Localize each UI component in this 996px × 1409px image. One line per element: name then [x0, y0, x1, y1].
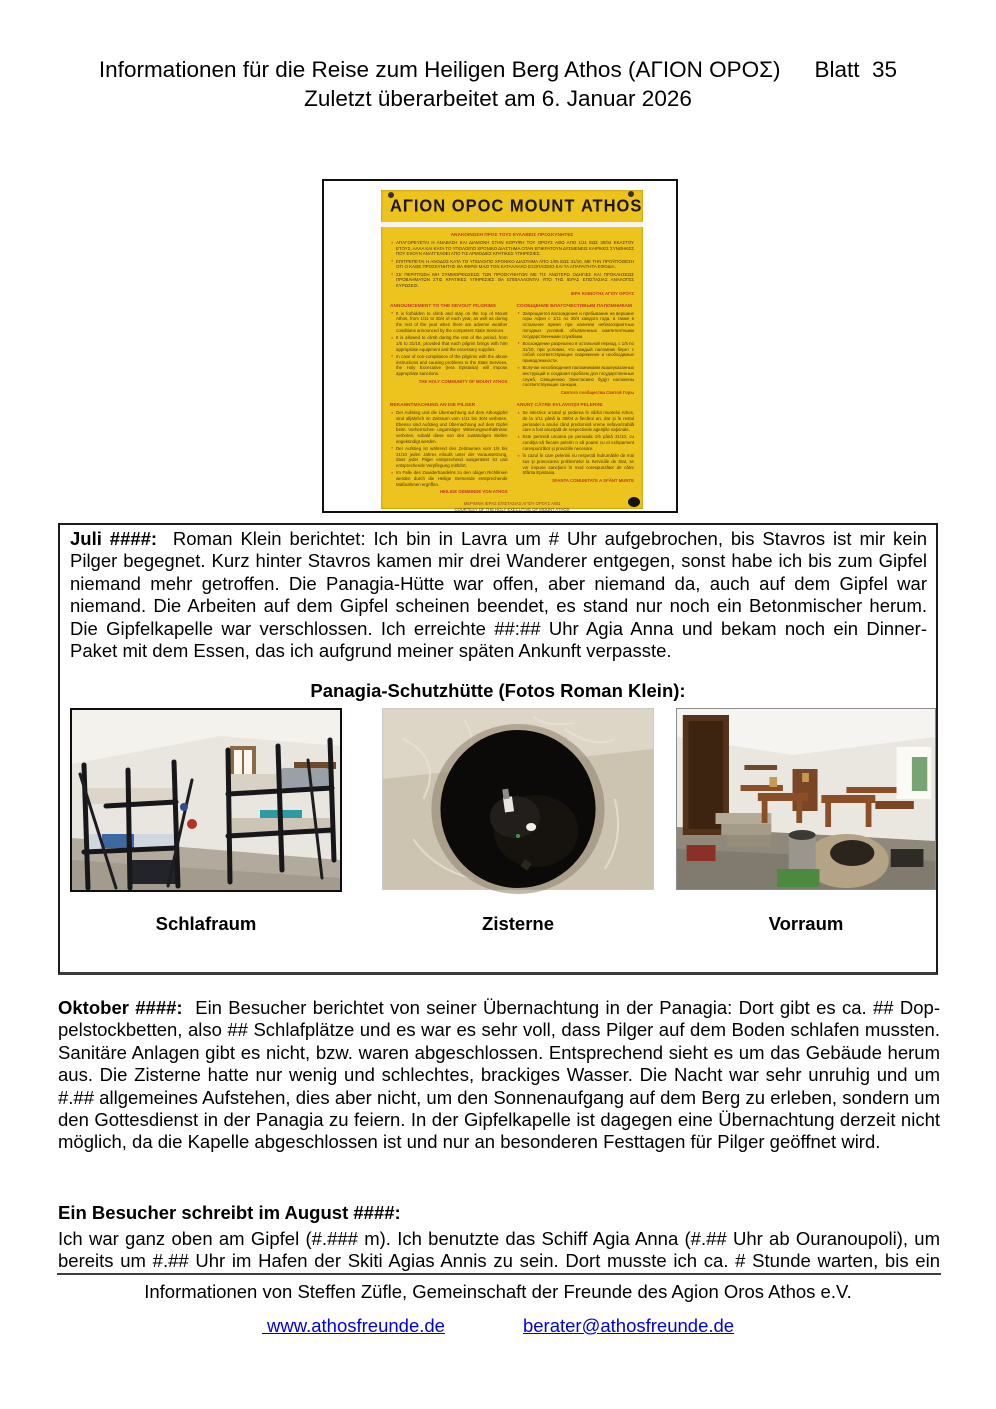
zisterne-illustration [383, 709, 653, 889]
sign-section-greek [390, 233, 634, 296]
athos-warning-sign [381, 190, 643, 513]
oktober-text: Ein Besucher berichtet von seiner Übernachtung in der Panagia: Dort gibt es ca. ## Doppelstockbetten, also ## Schlafplätze und es war es sehr voll, dass Pilger auf dem Boden schlafen mussten. Sanitäre Anlagen gibt es nicht, bzw. waren abgeschlossen. Entsprechend sieht es um das Gebäude herum aus. Die Zisterne hatte nur wenig und schlechtes, brackiges Wasser. Die Nacht war sehr unruhig und um #.## allgemeines Aufstehen, dies aber nicht, um den Sonnenaufgang auf dem Berg zu erleben, sondern um den Gottesdienst in der Panagia zu feiern. In der Gipfelkapelle ist dagegen eine Übernachtung derzeit nicht möglich, da die Kapelle abgeschlossen ist und nur an besonderen Festtagen für Pilger geöffnet wird. [58, 997, 940, 1153]
sign-bullet: ● Im Falle des Zuwiderhandelns zu den obigen Richtlinien werden durch die Heilige Gemeinde entsprechende Maßnahmen ergriffen. [390, 470, 508, 487]
sign-bullet: ● Запрещается восхождение и пребывание на вершине горы Афон с 1/11 по 30/4 каждого года, а также в остальное время при наличии неблагоприятных погодных условий, объявленных компетентными государственными службами. [517, 311, 635, 340]
footer-links [0, 1315, 996, 1337]
sign-signoff-romanian: SFANTA COMUNITATE A SFÂNT MUNTE [552, 478, 634, 483]
sign-heading-german: BEKANNTMACHUNG AN DIE PILGER [390, 403, 476, 409]
sign-bullet: ● It is allowed to climb during the rest of the period, from 1/5 to 31/10, provided that each pilgrim brings with him appropriate equipment and the necessary supplies. [390, 335, 508, 352]
footer-divider [57, 1273, 941, 1275]
schlafraum-illustration [72, 710, 340, 890]
sign-heading-romanian: ANUNŢ CĂTRE EVLAVIOŞII PELERINI [516, 403, 603, 409]
juli-label: Juli ####: [70, 528, 158, 549]
sign-section-english [390, 299, 508, 398]
sign-bullet: ● In case of non-compliance of the pilgrims with the above instructions and causing problems to the State Services, the Holy Excecutive (Iera Epistasia) will impose appropriate sanctions. [390, 354, 508, 377]
sign-bullet: ● Este permisă urcarea pe perioada 1/5 până 31/10, cu condiţia să fiecare pelerin o să poarte cu el echipament corespunzător şi proviziile necesare. [517, 434, 635, 451]
sign-heading-russian: СООБЩЕНИЕ БЛАГОЧЕСТИВЫМ ПАЛОМНИКАМ [516, 303, 632, 309]
photo-zisterne [382, 708, 654, 890]
juli-paragraph [60, 525, 936, 662]
sign-bullets-russian [517, 311, 635, 388]
sign-footer-greek: ΜΕΡΙΜΝΗ ΙΕΡΑΣ ΕΠΙΣΤΑΣΙΑΣ ΑΓΙΟΥ ΟΡΟΥΣ ΑΘΩ [463, 501, 561, 507]
sign-bullet: ● ΣΕ ΠΕΡΙΠΤΩΣΗ ΜΗ ΣΥΜΜΟΡΦΩΣΕΩΣ ΤΩΝ ΠΡΟΣΚΥΝΗΤΩΝ ΜΕ ΤΙΣ ΑΝΩΤΕΡΩ ΟΔΗΓΙΕΣ ΚΑΙ ΠΡΟΚΛΗΣΕΩΣ ΠΡΟΒΛΗΜΑΤΩΝ ΣΤΙΣ ΚΡΑΤΙΚΕΣ ΥΠΗΡΕΣΙΕΣ ΘΑ ΕΠΙΒΑΛΛΟΝΤΑΙ ΥΠΟ ΤΗΣ ΙΕΡΑΣ ΕΠΙΣΤΑΣΙΑΣ ΑΝΑΛΟΓΕΣ ΚΥΡΩΣΕΙΣ. [390, 272, 634, 289]
sign-bullet: ● It is forbidden to climb and stay on the top of Mount Athos, from 1/11 to 30/4 of each year, as well as during the rest of the year when there are adverse weather conditions announced by the competent State Services. [390, 311, 508, 334]
august-text: Ich war ganz oben am Gipfel (#.### m). Ich benutzte das Schiff Agia Anna (#.## Uhr ab Ouranoupoli), um bereits um #.## Uhr im Hafen der Skiti Agias Annis zu sein. Dort musste ich ca. # Stunde warten, bis ein [58, 1228, 940, 1272]
sign-content [381, 190, 643, 515]
athos-sign-photo [322, 179, 678, 513]
sign-signoff-german: HEILIGE GEMEINDE VON ATHOS [439, 489, 508, 495]
footer-credit: Informationen von Steffen Züfle, Gemeinschaft der Freunde des Agion Oros Athos e.V. [144, 1281, 852, 1302]
juli-report-box [58, 523, 938, 975]
header-line1 [0, 55, 996, 84]
page-header [0, 55, 996, 113]
sign-pin-icon [628, 497, 640, 507]
sign-signoff-russian: Святого сообщества Святой Горы [560, 390, 634, 396]
sign-bullet: ● Se interzice urcatul şi şederea în vârful muntelui Athos, de la 1/11 până la 30/04 a fiecărui an, dar şi în restul perioadei a anului când predomină vreme nefavorizabilă care a fost anunţată de respectivele agenţiile naţionale. [517, 410, 635, 433]
page-title: Informationen für die Reise zum Heiligen Berg Athos (ΑΓΙΟΝ ΟΡΟΣ) [98, 57, 781, 82]
sign-bullet: ● Восхождение разрешено в остальной период, с 1/5 по 31/10, при условии, что каждый паломник берет с собой соответствующее снаряжение и необходимые принадлежности. [517, 341, 635, 364]
caption-schlafraum: Schlafraum [155, 913, 257, 934]
oktober-label: Oktober ####: [58, 997, 183, 1018]
sign-section-german [390, 398, 508, 497]
juli-text: Roman Klein berichtet: Ich bin in Lavra um # Uhr aufgebrochen, bis Stavros ist mir kein Pilger begegnet. Kurz hinter Stavros kamen mir drei Wanderer entgegen, sonst habe ich bis zum Gipfel niemand mehr getroffen. Die Panagia-Hütte war offen, aber niemand da, auch auf dem Gipfel war niemand. Die Arbeiten auf dem Gipfel scheinen beendet, es stand nur noch ein Betonmischer herum. Die Gipfelkapelle war verschlossen. Ich erreichte ##:## Uhr Agia Anna und bekam noch ein Dinner-Paket mit dem Essen, das ich aufgrund meiner späten Ankunft verpasste. [70, 528, 927, 662]
sign-bullet: ● Der Aufstieg und die Übernachtung auf dem Athosgipfel sind alljährlich im Zeitraum vom 1/11 bis 30/4 verboten. Ebenso sind Aufstieg und Übernachtung auf dem Gipfel beim Vorherrschen ungünstiger Witterungsverhältnisse verboten, sobald diese von den zuständigen Stellen angekündigt werden. [390, 410, 508, 444]
sign-footer-english: COURTESY OF THE HOLY EXECUTIVE OF MOUNT ATHOS [454, 507, 570, 513]
oktober-paragraph [58, 997, 940, 1154]
sheet-number: Blatt 35 [814, 57, 898, 82]
photo-vorraum [676, 708, 936, 890]
caption-vorraum: Vorraum [768, 913, 844, 934]
sign-bullets-greek [390, 240, 634, 289]
sign-bullet: ● ΕΠΙΤΡΕΠΕΤΑΙ Η ΑΝΟΔΟΣ ΚΑΤΑ ΤΟ ΥΠΟΛΟΙΠΟ ΧΡΟΝΙΚΟ ΔΙΑΣΤΗΜΑ ΑΠΟ 1/05 ΕΩΣ 31/10, ΜΕ ΤΗΝ ΠΡΟΫΠΟΘΕΣΗ ΟΤΙ Ο ΚΑΘΕ ΠΡΟΣΚΥΝΗΤΗΣ ΘΑ ΦΕΡΕΙ ΜΑΖΙ ΤΟΝ ΚΑΤΑΛΛΗΛΟ ΕΞΟΠΛΙΣΜΟ ΚΑΙ ΤΑ ΑΠΑΡΑΙΤΗΤΑ ΕΦΟΔΙΑ. [390, 259, 634, 270]
sign-bullet: ● Вслучае несоблюдения паломниками вышеуказанных инструкций и создания проблем для государственных служб, Священною Эпистасиею будут наложены соответствующие санкции. [517, 365, 635, 388]
vorraum-illustration [677, 709, 935, 889]
sign-bullets-german [390, 410, 508, 487]
sign-section-romanian [517, 398, 635, 497]
sign-bullets-english [390, 311, 508, 377]
photos-heading: Panagia-Schutzhütte (Fotos Roman Klein): [310, 680, 686, 701]
sign-bullet: ● ΑΠΑΓΟΡΕΥΕΤΑΙ Η ΑΝΑΒΑΣΗ ΚΑΙ ΔΙΑΜΟΝΗ ΣΤΗΝ ΚΟΡΥΦΗ ΤΟΥ ΟΡΟΥΣ ΑΘΩ ΑΠΟ 1/11 ΕΩΣ 30/04 ΕΚΑΣΤΟΥ ΕΤΟΥΣ, ΑΛΛΑ ΚΑΙ ΚΑΤΑ ΤΟ ΥΠΟΛΟΙΠΟ ΧΡΟΝΙΚΟ ΔΙΑΣΤΗΜΑ ΟΤΑΝ ΕΠΙΚΡΑΤΟΥΝ ΔΥΣΜΕΝΕΙΣ ΚΑΙΡΙΚΕΣ ΣΥΝΘΗΚΕΣ ΠΟΥ ΕΧΟΥΝ ΑΝΑΓΓΕΛΘΕΙ ΑΠΟ ΤΙΣ ΑΡΜΟΔΙΕΣ ΚΡΑΤΙΚΕΣ ΥΠΗΡΕΣΙΕΣ. [390, 240, 634, 257]
sign-title: ΑΓΙΟΝ ΟΡΟC MOUNT ΑΤΗΟS [390, 196, 643, 216]
sign-divider [381, 222, 643, 227]
august-section [58, 1201, 940, 1273]
sign-signoff-english: THE HOLY COMMUNITY OF MOUNT ATHOS [418, 378, 508, 384]
sign-bullets-romanian [517, 410, 635, 476]
photo-schlafraum [70, 708, 342, 892]
august-heading: Ein Besucher schreibt im August ####: [58, 1202, 401, 1223]
caption-zisterne: Zisterne [482, 913, 554, 934]
revision-date: Zuletzt überarbeitet am 6. Januar 2026 [304, 86, 692, 111]
sign-columns [390, 299, 634, 498]
sign-bullet: ● În cazul în care pelerinii nu respectă îndrumările de mai sus şi provocarea problemelor la Serviciile de Stat, se vor impune sancţiuni în mod corespunzător de către Sfânta Epistasia. [517, 453, 635, 476]
sign-heading-english: ANNOUNCEMENT TO THE DEVOUT PILGRIMS [390, 303, 496, 309]
sign-signoff-greek: ΙΕΡΑ ΚΟΙΝΟΤΗΣ ΑΓΙΟΥ ΟΡΟΥΣ [570, 290, 634, 296]
sign-heading-greek: ΑΝΑΚΟΙΝΩΣΗ ΠΡΟΣ ΤΟΥΣ ΕΥΛΑΒΕΙΣ ΠΡΟΣΚΥΝΗΤΕΣ [450, 233, 574, 238]
sign-bullet: ● Der Aufstieg ist während des Zeitraumes vom 1/5 bis 31/10 jeden Jahres erlaubt unter der Voraussetzung, dass jeder Pilger entsprechend ausgerüstet ist und entsprechende Verpflegung mitführt. [390, 446, 508, 469]
email-link[interactable]: berater@athosfreunde.de [522, 1315, 735, 1336]
website-link[interactable]: www.athosfreunde.de [261, 1315, 445, 1336]
sign-section-russian [517, 299, 635, 398]
